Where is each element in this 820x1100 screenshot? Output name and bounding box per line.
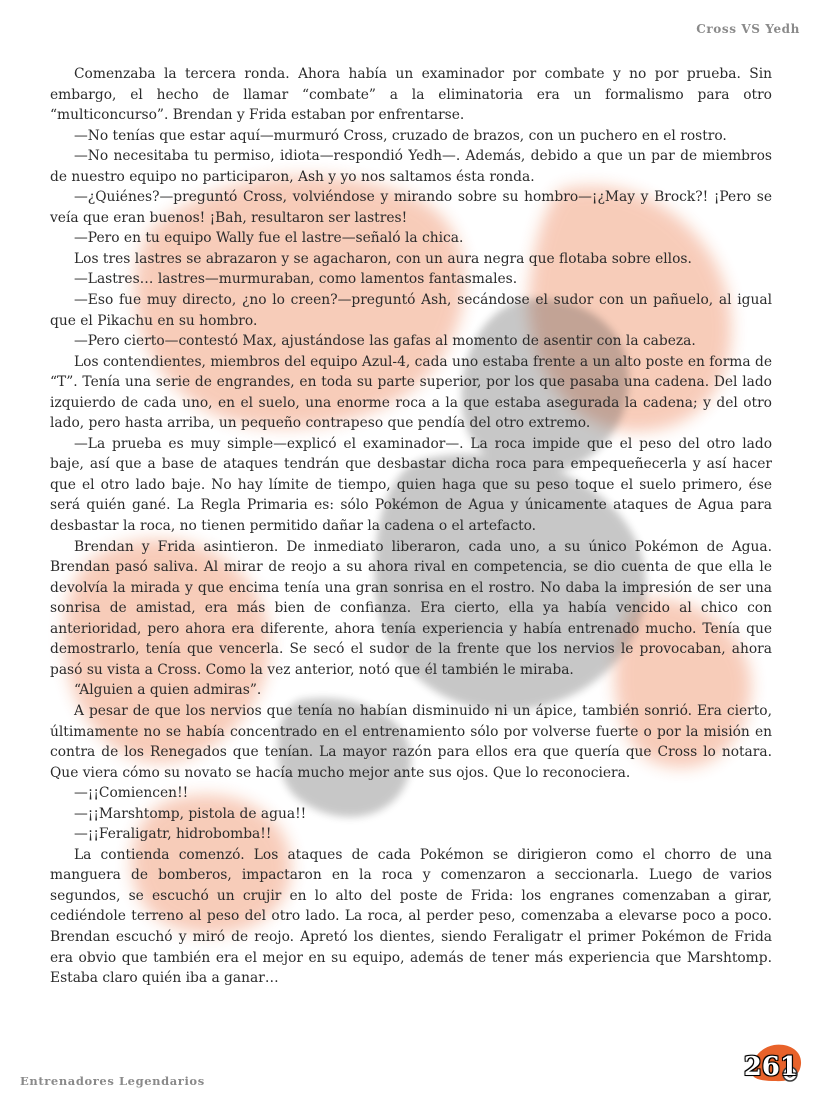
running-footer: Entrenadores Legendarios — [20, 1074, 205, 1088]
paragraph: A pesar de que los nervios que tenía no habían disminuido ni un ápice, también sonrió. Era cierto, últimamente no se había concentrado en el entrenamiento sólo por volverse fuerte o por la misión en contra de los Renegados que tenían. La mayor razón para ellos era que quería que Cross lo notara. Que viera cómo su novato se hacía mucho mejor ante sus ojos. Que lo reconociera. — [50, 702, 772, 781]
paragraph: —Eso fue muy directo, ¿no lo creen?—preguntó Ash, secándose el sudor con un pañuelo, al igual que el Pikachu en su hombro. — [50, 292, 772, 329]
running-header: Cross VS Yedh — [696, 22, 800, 36]
paragraph: Brendan y Frida asintieron. De inmediato liberaron, cada uno, a su único Pokémon de Agua. Brendan pasó saliva. Al mirar de reojo a su ahora rival en competencia, se dio cuenta de que ella le devolvía la mirada y que encima tenía una gran sonrisa en el rostro. No daba la impresión de ser una sonrisa de amistad, era más bien de confianza. Era cierto, ella ya había vencido al chico con anterioridad, pero ahora era diferente, ahora tenía experiencia y había entrenado mucho. Tenía que demostrarlo, tenía que vencerla. Se secó el sudor de la frente que los nervios le provocaban, ahora pasó su vista a Cross. Como la vez anterior, notó que él también le miraba. — [50, 538, 772, 678]
paragraph: —¿Quiénes?—preguntó Cross, volviéndose y mirando sobre su hombro—¡¿May y Brock?! ¡Pero se veía que eran buenos! ¡Bah, resultaron ser lastres! — [50, 189, 772, 226]
paragraph: Los tres lastres se abrazaron y se agacharon, con un aura negra que flotaba sobre ellos. — [74, 250, 692, 267]
paragraph: —No tenías que estar aquí—murmuró Cross, cruzado de brazos, con un puchero en el rostro. — [74, 127, 727, 144]
paragraph: —¡¡Comiencen!! — [74, 785, 189, 802]
paragraph: —La prueba es muy simple—explicó el examinador—. La roca impide que el peso del otro lado baje, así que a base de ataques tendrán que desbastar dicha roca para empequeñecerla y así hacer que el otro lado baje. No hay límite de tiempo, quien haga que su peso toque el suelo primero, ése será quién gané. La Regla Primaria es: sólo Pokémon de Agua y únicamente ataques de Agua para desbastar la roca, no tienen permitido dañar la cadena o el artefacto. — [50, 435, 772, 535]
paragraph: —¡¡Feraligatr, hidrobomba!! — [74, 826, 272, 843]
paragraph: “Alguien a quien admiras”. — [74, 682, 262, 699]
paragraph: —No necesitaba tu permiso, idiota—respondió Yedh—. Además, debido a que un par de miembros de nuestro equipo no participaron, Ash y yo nos saltamos ésta ronda. — [50, 148, 772, 185]
body-text — [50, 64, 772, 989]
paragraph: Los contendientes, miembros del equipo Azul-4, cada uno estaba frente a un alto poste en forma de “T”. Tenía una serie de engrandes, en toda su parte superior, por los que pasaba una cadena. Del lado izquierdo de cada uno, en el suelo, una enorme roca a la que estaba asegurada la cadena; y del otro lado, pero hasta arriba, un pequeño contrapeso que pendía del otro extremo. — [50, 353, 772, 432]
paragraph: —Pero en tu equipo Wally fue el lastre—señaló la chica. — [74, 230, 464, 247]
paragraph: —Lastres… lastres—murmuraban, como lamentos fantasmales. — [74, 271, 518, 288]
paragraph: Comenzaba la tercera ronda. Ahora había un examinador por combate y no por prueba. Sin embargo, el hecho de llamar “combate” a la eliminatoria era un formalismo para otro “multiconcurso”. Brendan y Frida estaban por enfrentarse. — [50, 66, 772, 124]
paragraph: —¡¡Marshtomp, pistola de agua!! — [74, 805, 307, 822]
paragraph: La contienda comenzó. Los ataques de cada Pokémon se dirigieron como el chorro de una manguera de bomberos, impactaron en la roca y comenzaron a seccionarla. Luego de varios segundos, se escuchó un crujir en lo alto del poste de Frida: los engranes comenzaban a girar, cediéndole terreno al peso del otro lado. La roca, al perder peso, comenzaba a elevarse poco a poco. Brendan escuchó y miró de reojo. Apretó los dientes, siendo Feraligatr el primer Pokémon de Frida era obvio que también era el mejor en su equipo, además de tener más experiencia que Marshtomp. Estaba claro quién iba a ganar… — [50, 846, 772, 987]
paragraph: —Pero cierto—contestó Max, ajustándose las gafas al momento de asentir con la cabeza. — [74, 333, 696, 350]
page-number: 261 — [743, 1052, 798, 1082]
